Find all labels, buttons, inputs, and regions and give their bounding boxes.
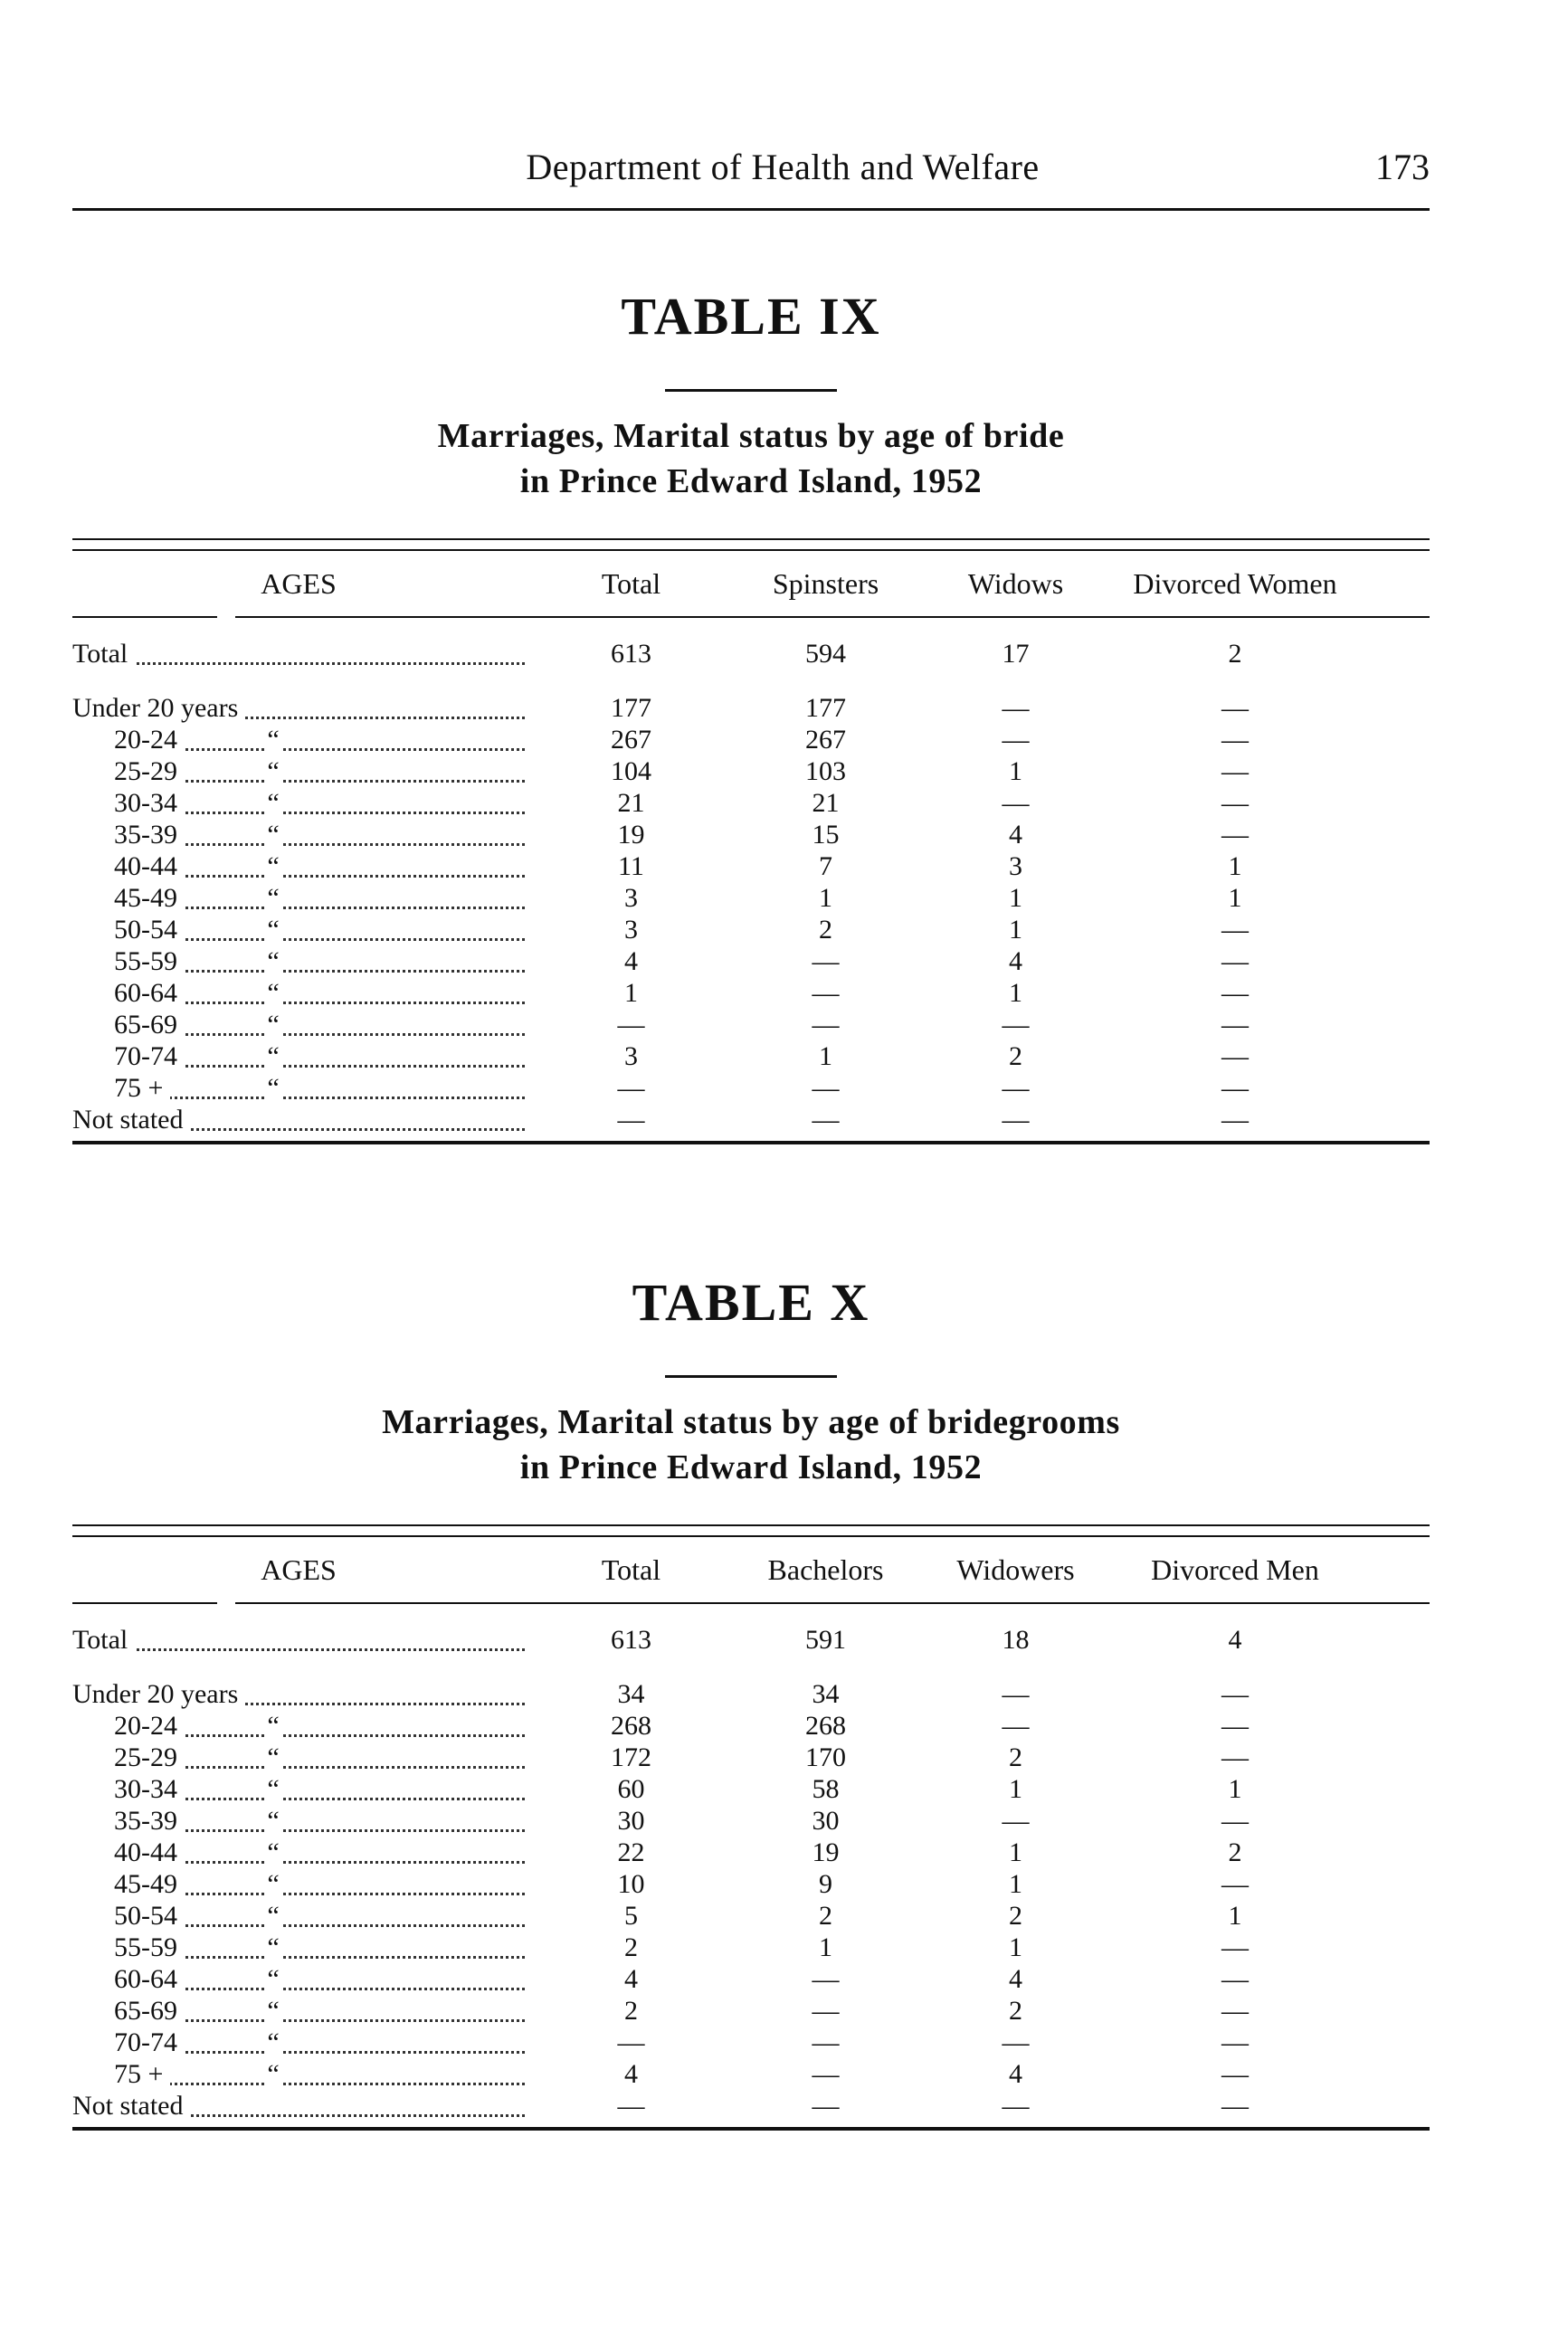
cell-col3: 2 <box>1009 1040 1022 1071</box>
cell-col4: — <box>1221 724 1249 755</box>
cell-col2: — <box>812 977 840 1008</box>
row-label-cell <box>72 1625 543 1656</box>
cell-col2: — <box>812 2090 840 2121</box>
cell-total: — <box>617 1009 645 1040</box>
row-label: 45-49 <box>72 1869 185 1900</box>
title-rule <box>665 389 837 392</box>
running-title: Department of Health and Welfare <box>526 147 1040 187</box>
table-row <box>72 850 1430 882</box>
row-label-cell <box>72 851 543 882</box>
row-label: 20-24 <box>72 725 185 755</box>
row-label-cell <box>72 756 543 787</box>
ditto-mark: “ <box>264 2027 282 2058</box>
cell-col3: 18 <box>1002 1624 1030 1655</box>
cell-col4: — <box>1221 819 1249 850</box>
cell-col3: 1 <box>1009 1932 1022 1962</box>
row-label: 40-44 <box>72 1837 185 1868</box>
cell-col2: 170 <box>805 1742 846 1772</box>
cell-col3: 1 <box>1009 1837 1022 1867</box>
row-label-cell <box>72 1742 543 1773</box>
row-label: 70-74 <box>72 1041 185 1072</box>
row-label: Total <box>72 1625 135 1656</box>
cell-col4: — <box>1221 1072 1249 1103</box>
row-label-cell <box>72 1837 543 1868</box>
table-row <box>72 1932 1430 1963</box>
row-label-cell <box>72 1679 543 1710</box>
table-row <box>72 1104 1430 1135</box>
cell-col3: 4 <box>1009 819 1022 850</box>
table-x-block <box>72 1258 1430 2131</box>
cell-total: 3 <box>624 882 638 913</box>
row-label: 25-29 <box>72 756 185 787</box>
row-label: 50-54 <box>72 915 185 945</box>
table-row <box>72 1040 1430 1072</box>
cell-col2: 21 <box>812 787 840 818</box>
header-rule <box>72 616 1430 618</box>
row-label-cell <box>72 1932 543 1963</box>
ditto-mark: “ <box>264 1742 282 1773</box>
ditto-mark: “ <box>264 1869 282 1900</box>
cell-col2: 58 <box>812 1773 840 1804</box>
cell-total: 267 <box>611 724 651 755</box>
cell-col3: — <box>1002 2027 1030 2057</box>
title-rule <box>665 1375 837 1378</box>
cell-total: — <box>617 2027 645 2057</box>
row-label-cell <box>72 1010 543 1040</box>
cell-col2: 177 <box>805 692 846 723</box>
table-row <box>72 819 1430 850</box>
cell-total: 60 <box>617 1773 645 1804</box>
cell-col4: — <box>1221 1710 1249 1741</box>
ditto-mark: “ <box>264 1711 282 1742</box>
bottom-rule <box>72 1141 1430 1144</box>
cell-col2: 19 <box>812 1837 840 1867</box>
row-label-cell <box>72 1041 543 1072</box>
caption-line-2: in Prince Edward Island, 1952 <box>519 1448 983 1486</box>
cell-total: 10 <box>617 1868 645 1899</box>
cell-col2: 34 <box>812 1678 840 1709</box>
ditto-mark: “ <box>264 756 282 787</box>
cell-col4: — <box>1221 2027 1249 2057</box>
cell-col3: 3 <box>1009 850 1022 881</box>
row-label: 70-74 <box>72 2027 185 2058</box>
row-label-cell <box>72 2059 543 2090</box>
cell-col3: 1 <box>1009 1773 1022 1804</box>
row-label-cell <box>72 1996 543 2027</box>
row-label-cell <box>72 1869 543 1900</box>
cell-col4: 4 <box>1228 1624 1242 1655</box>
column-header-col3: Widows <box>967 566 1064 600</box>
table-row <box>72 1805 1430 1837</box>
caption-line-1: Marriages, Marital status by age of bride <box>437 417 1065 455</box>
cell-col3: — <box>1002 1072 1030 1103</box>
cell-total: 2 <box>624 1995 638 2026</box>
cell-col3: — <box>1002 1104 1030 1135</box>
cell-col4: — <box>1221 1805 1249 1836</box>
row-label: 60-64 <box>72 978 185 1009</box>
row-label-cell <box>72 1774 543 1805</box>
row-label-cell <box>72 946 543 977</box>
cell-col2: 594 <box>805 638 846 669</box>
cell-col2: — <box>812 2027 840 2057</box>
cell-col3: — <box>1002 2090 1030 2121</box>
cell-col3: 1 <box>1009 755 1022 786</box>
cell-col2: 9 <box>819 1868 832 1899</box>
cell-col3: 17 <box>1002 638 1030 669</box>
row-label: Not stated <box>72 1105 190 1135</box>
ditto-mark: “ <box>264 2059 282 2090</box>
cell-col2: 2 <box>819 914 832 945</box>
row-label-cell <box>72 1711 543 1742</box>
cell-col3: 4 <box>1009 1963 1022 1994</box>
table-title: TABLE IX <box>621 287 881 346</box>
column-header-col3: Widowers <box>956 1552 1075 1586</box>
cell-col2: 1 <box>819 1932 832 1962</box>
cell-col4: — <box>1221 2090 1249 2121</box>
row-label: 35-39 <box>72 1806 185 1837</box>
row-label: 50-54 <box>72 1901 185 1932</box>
table-caption <box>72 1400 1430 1490</box>
cell-col4: 1 <box>1228 882 1242 913</box>
cell-total: 22 <box>617 1837 645 1867</box>
cell-col3: 1 <box>1009 1868 1022 1899</box>
page-number: 173 <box>1375 147 1430 187</box>
cell-total: 104 <box>611 755 651 786</box>
cell-col4: — <box>1221 1995 1249 2026</box>
cell-col3: 2 <box>1009 1742 1022 1772</box>
cell-col2: 103 <box>805 755 846 786</box>
cell-col2: 1 <box>819 1040 832 1071</box>
cell-col4: — <box>1221 755 1249 786</box>
table-row <box>72 2058 1430 2090</box>
top-double-rule <box>72 538 1430 551</box>
cell-col4: — <box>1221 1963 1249 1994</box>
table-row <box>72 1678 1430 1710</box>
table-row <box>72 2090 1430 2122</box>
cell-col3: — <box>1002 692 1030 723</box>
ditto-mark: “ <box>264 1932 282 1963</box>
cell-col2: 15 <box>812 819 840 850</box>
row-label: 65-69 <box>72 1010 185 1040</box>
cell-col2: 268 <box>805 1710 846 1741</box>
row-label-cell <box>72 1964 543 1995</box>
table-row <box>72 724 1430 755</box>
table-row <box>72 1773 1430 1805</box>
row-label-cell <box>72 788 543 819</box>
cell-col3: 4 <box>1009 945 1022 976</box>
column-header-col2: Spinsters <box>772 566 879 600</box>
row-label-cell <box>72 820 543 850</box>
header-row <box>72 1537 1430 1602</box>
cell-col4: — <box>1221 692 1249 723</box>
cell-col4: 1 <box>1228 1900 1242 1931</box>
cell-col4: — <box>1221 1932 1249 1962</box>
row-label-cell <box>72 1901 543 1932</box>
caption-line-2: in Prince Edward Island, 1952 <box>519 462 983 500</box>
cell-total: 172 <box>611 1742 651 1772</box>
cell-col2: 30 <box>812 1805 840 1836</box>
cell-total: 3 <box>624 914 638 945</box>
row-label: 30-34 <box>72 1774 185 1805</box>
cell-col4: — <box>1221 945 1249 976</box>
cell-total: 613 <box>611 1624 651 1655</box>
table-row <box>72 977 1430 1009</box>
row-label: 40-44 <box>72 851 185 882</box>
cell-col4: — <box>1221 977 1249 1008</box>
table-title: TABLE X <box>632 1273 870 1332</box>
cell-col2: — <box>812 1995 840 2026</box>
cell-col2: — <box>812 945 840 976</box>
ditto-mark: “ <box>264 1806 282 1837</box>
cell-col4: — <box>1221 914 1249 945</box>
row-label: 65-69 <box>72 1996 185 2027</box>
cell-col4: — <box>1221 1742 1249 1772</box>
cell-col3: 2 <box>1009 1900 1022 1931</box>
caption-line-1: Marriages, Marital status by age of bridegrooms <box>382 1403 1120 1441</box>
table-row <box>72 755 1430 787</box>
row-label: 35-39 <box>72 820 185 850</box>
row-label-cell <box>72 2027 543 2058</box>
ditto-mark: “ <box>264 1041 282 1072</box>
ditto-mark: “ <box>264 915 282 945</box>
ditto-mark: “ <box>264 1010 282 1040</box>
cell-col4: — <box>1221 787 1249 818</box>
row-label: 75 + <box>72 1073 170 1104</box>
row-label-cell <box>72 639 543 669</box>
cell-col4: — <box>1221 1104 1249 1135</box>
table-caption <box>72 413 1430 504</box>
cell-col3: 1 <box>1009 914 1022 945</box>
ditto-mark: “ <box>264 820 282 850</box>
cell-col2: — <box>812 1072 840 1103</box>
row-label: Total <box>72 639 135 669</box>
ditto-mark: “ <box>264 978 282 1009</box>
table-row <box>72 1072 1430 1104</box>
cell-col2: — <box>812 1963 840 1994</box>
row-label-cell <box>72 693 543 724</box>
table-row <box>72 1995 1430 2027</box>
page-header <box>72 136 1430 211</box>
table-row <box>72 692 1430 724</box>
table-row <box>72 882 1430 914</box>
column-header-col2: Bachelors <box>767 1552 884 1586</box>
cell-col3: — <box>1002 787 1030 818</box>
cell-total: 4 <box>624 945 638 976</box>
cell-col3: 1 <box>1009 882 1022 913</box>
cell-total: — <box>617 2090 645 2121</box>
table-row <box>72 1963 1430 1995</box>
row-label: Not stated <box>72 2091 190 2122</box>
cell-col4: — <box>1221 1040 1249 1071</box>
ditto-mark: “ <box>264 946 282 977</box>
ditto-mark: “ <box>264 788 282 819</box>
cell-total: 21 <box>617 787 645 818</box>
ditto-mark: “ <box>264 883 282 914</box>
ditto-mark: “ <box>264 1073 282 1104</box>
column-header-col4: Divorced Women <box>1133 566 1337 600</box>
row-label-cell <box>72 725 543 755</box>
cell-col4: 1 <box>1228 850 1242 881</box>
row-label-cell <box>72 883 543 914</box>
table-row <box>72 1742 1430 1773</box>
column-header-total: Total <box>601 566 661 600</box>
cell-col4: — <box>1221 1678 1249 1709</box>
column-header-ages: AGES <box>261 566 337 600</box>
bottom-rule <box>72 2127 1430 2131</box>
data-table <box>72 1524 1430 2131</box>
total-row <box>72 1624 1430 1656</box>
cell-total: — <box>617 1104 645 1135</box>
cell-col3: 1 <box>1009 977 1022 1008</box>
cell-total: 4 <box>624 2058 638 2089</box>
table-row <box>72 945 1430 977</box>
table-ix-block <box>72 271 1430 1144</box>
cell-col4: — <box>1221 1009 1249 1040</box>
cell-col2: 1 <box>819 882 832 913</box>
cell-col2: — <box>812 2058 840 2089</box>
cell-col3: — <box>1002 724 1030 755</box>
row-label: 55-59 <box>72 946 185 977</box>
row-label: 75 + <box>72 2059 170 2090</box>
table-row <box>72 1009 1430 1040</box>
cell-total: 177 <box>611 692 651 723</box>
cell-col3: — <box>1002 1678 1030 1709</box>
cell-total: 19 <box>617 819 645 850</box>
row-label: 60-64 <box>72 1964 185 1995</box>
cell-total: 4 <box>624 1963 638 1994</box>
cell-col2: 591 <box>805 1624 846 1655</box>
ditto-mark: “ <box>264 851 282 882</box>
row-label-cell <box>72 1105 543 1135</box>
cell-col4: 2 <box>1228 638 1242 669</box>
row-label: Under 20 years <box>72 693 245 724</box>
row-label: 45-49 <box>72 883 185 914</box>
column-header-total: Total <box>601 1552 661 1586</box>
row-label-cell <box>72 2091 543 2122</box>
cell-total: 5 <box>624 1900 638 1931</box>
header-rule <box>72 1602 1430 1604</box>
cell-col3: — <box>1002 1009 1030 1040</box>
cell-col4: — <box>1221 1868 1249 1899</box>
row-label: Under 20 years <box>72 1679 245 1710</box>
cell-col3: — <box>1002 1805 1030 1836</box>
table-row <box>72 1868 1430 1900</box>
cell-col4: — <box>1221 2058 1249 2089</box>
cell-col4: 1 <box>1228 1773 1242 1804</box>
header-row <box>72 551 1430 616</box>
cell-total: 268 <box>611 1710 651 1741</box>
row-label-cell <box>72 978 543 1009</box>
cell-col2: 267 <box>805 724 846 755</box>
row-label: 25-29 <box>72 1742 185 1773</box>
table-row <box>72 914 1430 945</box>
top-double-rule <box>72 1524 1430 1537</box>
table-row <box>72 2027 1430 2058</box>
cell-total: 1 <box>624 977 638 1008</box>
cell-total: — <box>617 1072 645 1103</box>
table-row <box>72 1710 1430 1742</box>
row-label: 20-24 <box>72 1711 185 1742</box>
data-table <box>72 538 1430 1144</box>
ditto-mark: “ <box>264 1901 282 1932</box>
table-row <box>72 787 1430 819</box>
cell-col3: 4 <box>1009 2058 1022 2089</box>
cell-total: 34 <box>617 1678 645 1709</box>
cell-col2: — <box>812 1009 840 1040</box>
cell-col3: 2 <box>1009 1995 1022 2026</box>
cell-total: 3 <box>624 1040 638 1071</box>
row-label-cell <box>72 1806 543 1837</box>
cell-total: 30 <box>617 1805 645 1836</box>
table-row <box>72 1837 1430 1868</box>
column-header-ages: AGES <box>261 1552 337 1586</box>
row-label-cell <box>72 915 543 945</box>
column-header-col4: Divorced Men <box>1151 1552 1319 1586</box>
ditto-mark: “ <box>264 1964 282 1995</box>
cell-col2: 7 <box>819 850 832 881</box>
cell-total: 613 <box>611 638 651 669</box>
ditto-mark: “ <box>264 1996 282 2027</box>
row-label: 55-59 <box>72 1932 185 1963</box>
total-row <box>72 638 1430 669</box>
cell-col3: — <box>1002 1710 1030 1741</box>
table-row <box>72 1900 1430 1932</box>
cell-col2: 2 <box>819 1900 832 1931</box>
ditto-mark: “ <box>264 1837 282 1868</box>
cell-total: 2 <box>624 1932 638 1962</box>
cell-col4: 2 <box>1228 1837 1242 1867</box>
ditto-mark: “ <box>264 1774 282 1805</box>
cell-col2: — <box>812 1104 840 1135</box>
cell-total: 11 <box>618 850 644 881</box>
row-label-cell <box>72 1073 543 1104</box>
ditto-mark: “ <box>264 725 282 755</box>
row-label: 30-34 <box>72 788 185 819</box>
